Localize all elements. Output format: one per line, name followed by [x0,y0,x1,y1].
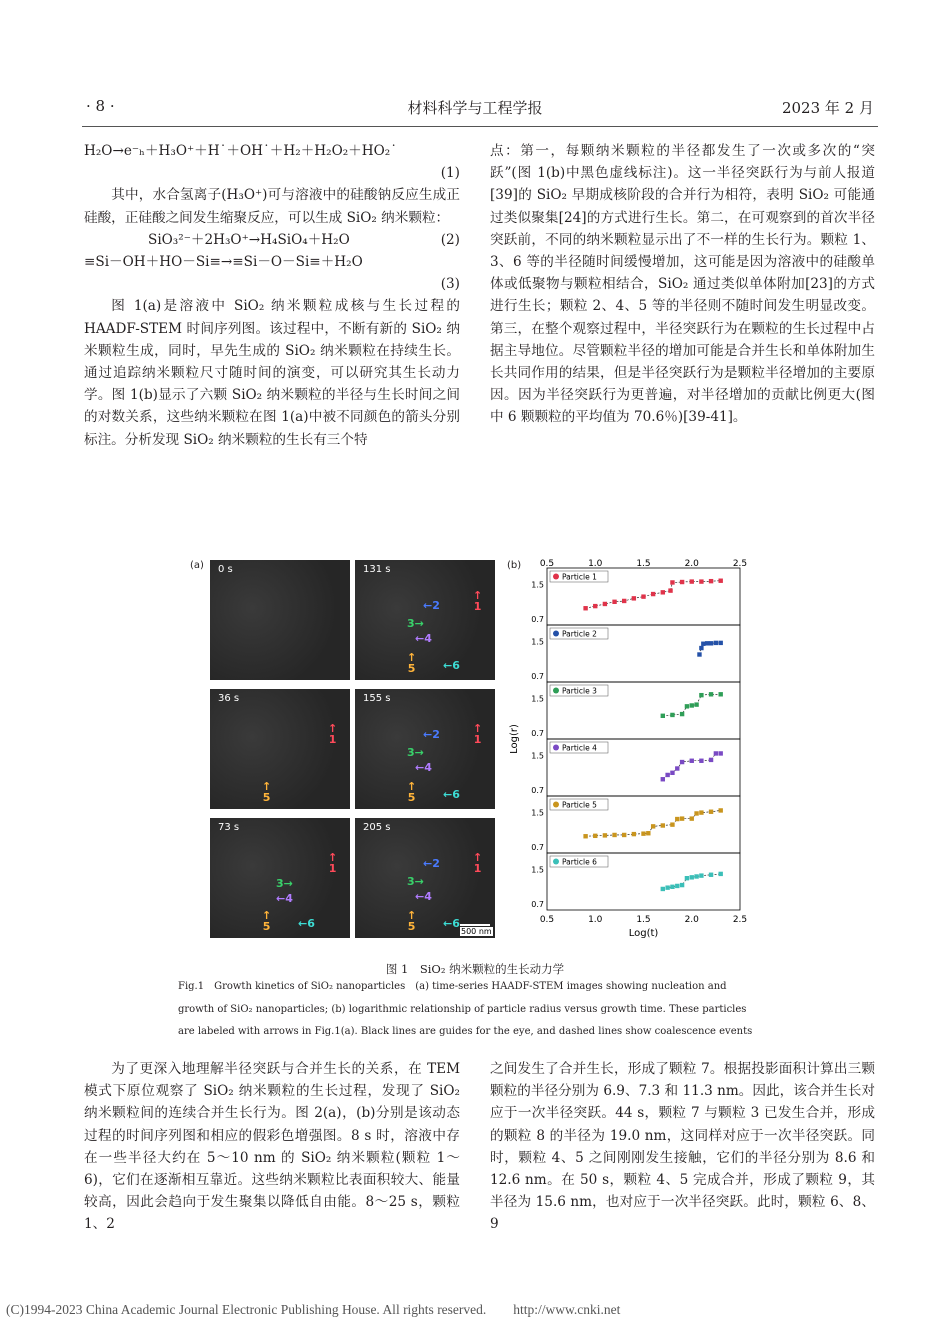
data-point [603,833,607,837]
legend-marker [553,859,559,865]
x-axis-label: Log(t) [628,928,659,939]
tem-image [210,689,350,809]
legend-marker [553,688,559,694]
data-point [685,704,689,708]
equation-2-body: SiO₃²⁻＋2H₃O⁺→H₄SiO₄＋H₂O [148,231,350,248]
data-point [719,692,723,696]
data-point [583,834,587,838]
x-tick-label-top: 2.0 [684,559,699,569]
data-point [646,831,650,835]
bottom-left-column [84,1058,460,1236]
data-point [661,714,665,718]
figure-caption-en [178,976,798,1044]
y-tick-label: 0.7 [531,786,544,795]
data-point [697,652,701,656]
y-tick-label: 0.7 [531,729,544,738]
copyright-footer: (C)1994-2023 China Academic Journal Electronic Publishing House. All rights reserved. http://www.cnki.net [6,1302,621,1317]
particle-6-arrow: ←6 [443,659,460,672]
figure-caption-cn: 图 1 SiO₂ 纳米颗粒的生长动力学 [385,962,565,976]
tem-image [355,689,495,809]
caption-line: Fig.1 Growth kinetics of SiO₂ nanoparticles (a) time-series HAADF-STEM images showing nucleation and [178,981,727,992]
tem-time: 205 s [363,822,391,833]
journal-title: 材料科学与工程学报 [407,99,543,117]
data-point [670,885,674,889]
equation-3-number: (3) [440,276,460,293]
x-tick-label-top: 0.5 [539,559,555,569]
data-point [699,810,703,814]
y-tick-label: 1.5 [531,865,544,875]
scale-bar-label: 500 nm [461,927,492,936]
particle-1-arrow: ↑ 1 [473,851,483,875]
caption-line: growth of SiO₂ nanoparticles; (b) logarithmic relationship of particle radius versus growth time. These particles [178,1003,747,1015]
data-point [699,646,703,650]
right-column [490,140,875,429]
tem-image [355,560,495,680]
data-point [661,590,665,594]
data-point [680,883,684,887]
scale-bar [460,924,493,936]
equation-3: ≡Si－OH＋HO－Si≡→≡Si－O－Si≡＋H₂O [84,254,363,271]
x-tick-label-top: 1.5 [636,559,651,569]
particle-4-arrow: ←4 [276,892,293,905]
data-point [709,758,713,762]
data-point [612,833,616,837]
data-point [701,642,705,646]
data-point [665,773,669,777]
particle-3-arrow: 3→ [407,617,424,630]
data-point [680,712,684,716]
data-point [661,887,665,891]
particle-6-arrow: ←6 [443,788,460,801]
data-point [680,580,684,584]
y-tick-label: 1.5 [531,694,544,704]
data-point [719,641,723,645]
particle-2-arrow: ←2 [423,857,440,870]
particle-5-arrow: ↑ 5 [407,909,417,933]
data-point [641,594,645,598]
data-point [690,759,694,763]
data-point [632,832,636,836]
data-point [670,771,674,775]
data-point [675,884,679,888]
data-point [690,875,694,879]
legend-label: Particle 2 [562,629,597,639]
y-tick-label: 1.5 [531,751,544,761]
tem-time: 0 s [218,564,233,575]
paragraph: 点：第一，每颗纳米颗粒的半径都发生了一次或多次的“突跃”(图 1(b)中黑色虚线标注)。这一半径突跃行为与前人报道[39]的 SiO₂ 早期成核阶段的合并行为相符，表明 SiO₂ 可能通过类似聚集[24]的方式进行生长。第二，在可观察到的首次半径突跃前，不同的纳米颗粒显示出了不一样的生长行为。颗粒 1、3、6 等的半径随时间缓慢增加，这可能是因为溶液中的硅酸单体或低聚物与颗粒相结合，SiO₂ 通过类似单体附加[23]的方式进行生长；颗粒 2、4、5 等的半径则不随时间发生明显改变。第三，在整个观察过程中，半径突跃行为在颗粒的生长过程中占据主导地位。尽管颗粒半径的增加可能是合并生长和单体附加生长共同作用的结果，但是半径突跃行为是颗粒半径增加的主要原因。因为半径突跃行为更普遍，对半径增加的贡献比例更大(图中 6 颗颗粒的平均值为 70.6％)[39-41]。 [490,143,875,426]
data-point [661,823,665,827]
data-point [719,872,723,876]
x-tick-label: 2.0 [684,915,699,925]
particle-5-arrow: ↑ 5 [262,780,272,804]
data-point [680,816,684,820]
data-point [668,588,672,592]
y-tick-label: 1.5 [531,808,544,818]
data-point [670,580,674,584]
tem-time: 73 s [218,822,240,833]
x-tick-label-top: 2.5 [732,559,748,569]
x-tick-label: 2.5 [732,915,748,925]
data-point [714,751,718,755]
data-point [709,579,713,583]
particle-1-arrow: ↑ 1 [473,722,483,746]
y-tick-label: 1.5 [531,580,544,590]
data-point [694,702,698,706]
particle-5-arrow: ↑ 5 [407,780,417,804]
data-point [622,599,626,603]
header-rule [82,126,878,127]
data-point [603,602,607,606]
data-point [593,834,597,838]
data-point [709,810,713,814]
data-point [670,822,674,826]
data-point [593,604,597,608]
data-point [641,831,645,835]
data-point [699,579,703,583]
particle-4-arrow: ←4 [415,632,432,645]
data-point [719,751,723,755]
issue-date: 2023 年 2 月 [781,99,874,117]
data-point [699,873,703,877]
legend-label: Particle 3 [562,686,597,696]
paragraph: 之间发生了合并生长，形成了颗粒 7。根据投影面积计算出三颗颗粒的半径分别为 6.9、7.3 和 11.3 nm。因此，该合并生长对应于一次半径突跃。44 s，颗粒 7 与颗粒 3 已发生合并，形成的颗粒 8 的半径为 19.0 nm，这同样对应于一次半径突跃。同时，颗粒 4、5 之间刚刚发生接触，它们的半径分别为 8.6 和 12.6 nm。在 50 s，颗粒 4、5 完成合并，形成了颗粒 9，其半径为 15.6 nm，也对应于一次半径突跃。此时，颗粒 6、8、9 [490,1061,875,1233]
scale-bar-line [460,924,490,926]
x-tick-label: 0.5 [539,915,555,925]
data-point [670,713,674,717]
data-point [714,641,718,645]
x-tick-label: 1.0 [588,915,603,925]
log-radius-time-chart [505,556,775,951]
particle-6-arrow: ←6 [443,917,460,930]
legend-marker [553,802,559,808]
particle-1-arrow: ↑ 1 [328,851,338,875]
legend-label: Particle 4 [562,743,597,753]
data-point [705,641,709,645]
data-point [709,641,713,645]
data-point [719,579,723,583]
data-point [690,703,694,707]
data-point [690,579,694,583]
data-point [612,600,616,604]
left-column [84,140,460,451]
guide-line [663,753,721,779]
data-point [675,766,679,770]
figure-label-a: (a) [190,560,204,571]
particle-1-arrow: ↑ 1 [328,722,338,746]
data-point [699,693,703,697]
data-point [632,596,636,600]
bottom-right-column [490,1058,875,1236]
x-tick-label-top: 1.0 [588,559,603,569]
particle-6-arrow: ←6 [298,917,315,930]
data-point [583,606,587,610]
legend-label: Particle 5 [562,800,597,810]
y-tick-label: 1.5 [531,637,544,647]
legend-marker [553,574,559,580]
y-tick-label: 0.7 [531,900,544,909]
y-tick-label: 0.7 [531,843,544,852]
data-point [699,759,703,763]
tem-time: 36 s [218,693,240,704]
equation-1: H₂O→e⁻ₕ＋H₃O⁺＋H˙＋OH˙＋H₂＋H₂O₂＋HO₂˙ [84,143,398,159]
particle-5-arrow: ↑ 5 [407,651,417,675]
tem-time: 131 s [363,564,391,575]
tem-image [210,560,350,680]
data-point [709,692,713,696]
paragraph: 其中，水合氢离子(H₃O⁺)可与溶液中的硅酸钠反应生成正硅酸，正硅酸之间发生缩聚反应，可以生成 SiO₂ 纳米颗粒： [84,187,460,226]
data-point [665,885,669,889]
tem-image [355,818,495,938]
paragraph: 为了更深入地理解半径突跃与合并生长的关系，在 TEM 模式下原位观察了 SiO₂ 纳米颗粒的生长过程，发现了 SiO₂ 纳米颗粒间的连续合并生长行为。图 2(a)，(b)分别是该动态过程的时间序列图和相应的假彩色增强图。8 s 时，溶液中存在一些半径大约在 5～10 nm 的 SiO₂ 纳米颗粒(颗粒 1～6)，它们在逐渐相互靠近。这些纳米颗粒比表面积较大、能量较高，因此会趋向于发生聚集以降低自由能。8～25 s，颗粒 1、2 [84,1061,460,1233]
equation-2 [84,229,460,251]
particle-2-arrow: ←2 [423,728,440,741]
page-number: · 8 · [86,97,115,115]
data-point [685,876,689,880]
data-point [690,816,694,820]
data-point [661,777,665,781]
figure-label-b: (b) [507,560,522,571]
y-tick-label: 0.7 [531,672,544,681]
data-point [709,873,713,877]
data-point [694,874,698,878]
legend-marker [553,745,559,751]
x-tick-label: 1.5 [636,915,651,925]
data-point [651,592,655,596]
particle-3-arrow: 3→ [407,875,424,888]
particle-1-arrow: ↑ 1 [473,589,483,613]
particle-4-arrow: ←4 [415,890,432,903]
particle-5-arrow: ↑ 5 [262,909,272,933]
particle-2-arrow: ←2 [423,599,440,612]
particle-3-arrow: 3→ [407,746,424,759]
equation-1-number: (1) [440,165,460,182]
y-axis-label: Log(r) [509,724,520,754]
data-point [719,808,723,812]
caption-line: are labeled with arrows in Fig.1(a). Black lines are guides for the eye, and dashed lines show coalescence events [178,1026,753,1037]
data-point [651,824,655,828]
equation-2-number: (2) [440,231,460,248]
particle-3-arrow: 3→ [276,877,293,890]
data-point [680,760,684,764]
legend-label: Particle 6 [562,857,597,867]
tem-time: 155 s [363,693,391,704]
paragraph: 图 1(a)是溶液中 SiO₂ 纳米颗粒成核与生长过程的 HAADF-STEM 时间序列图。该过程中，不断有新的 SiO₂ 纳米颗粒生成，同时，早先生成的 SiO₂ 纳米颗粒在持续生长。通过追踪纳米颗粒尺寸随时间的演变，可以研究其生长动力学。图 1(b)显示了六颗 SiO₂ 纳米颗粒的半径与生长时间之间的对数关系，这些纳米颗粒在图 1(a)中被不同颜色的箭头分别标注。分析发现 SiO₂ 纳米颗粒的生长有三个特 [84,298,460,448]
tem-image [210,818,350,938]
data-point [694,811,698,815]
y-tick-label: 0.7 [531,615,544,624]
data-point [622,833,626,837]
legend-label: Particle 1 [562,572,597,582]
legend-marker [553,631,559,637]
particle-4-arrow: ←4 [415,761,432,774]
data-point [675,817,679,821]
